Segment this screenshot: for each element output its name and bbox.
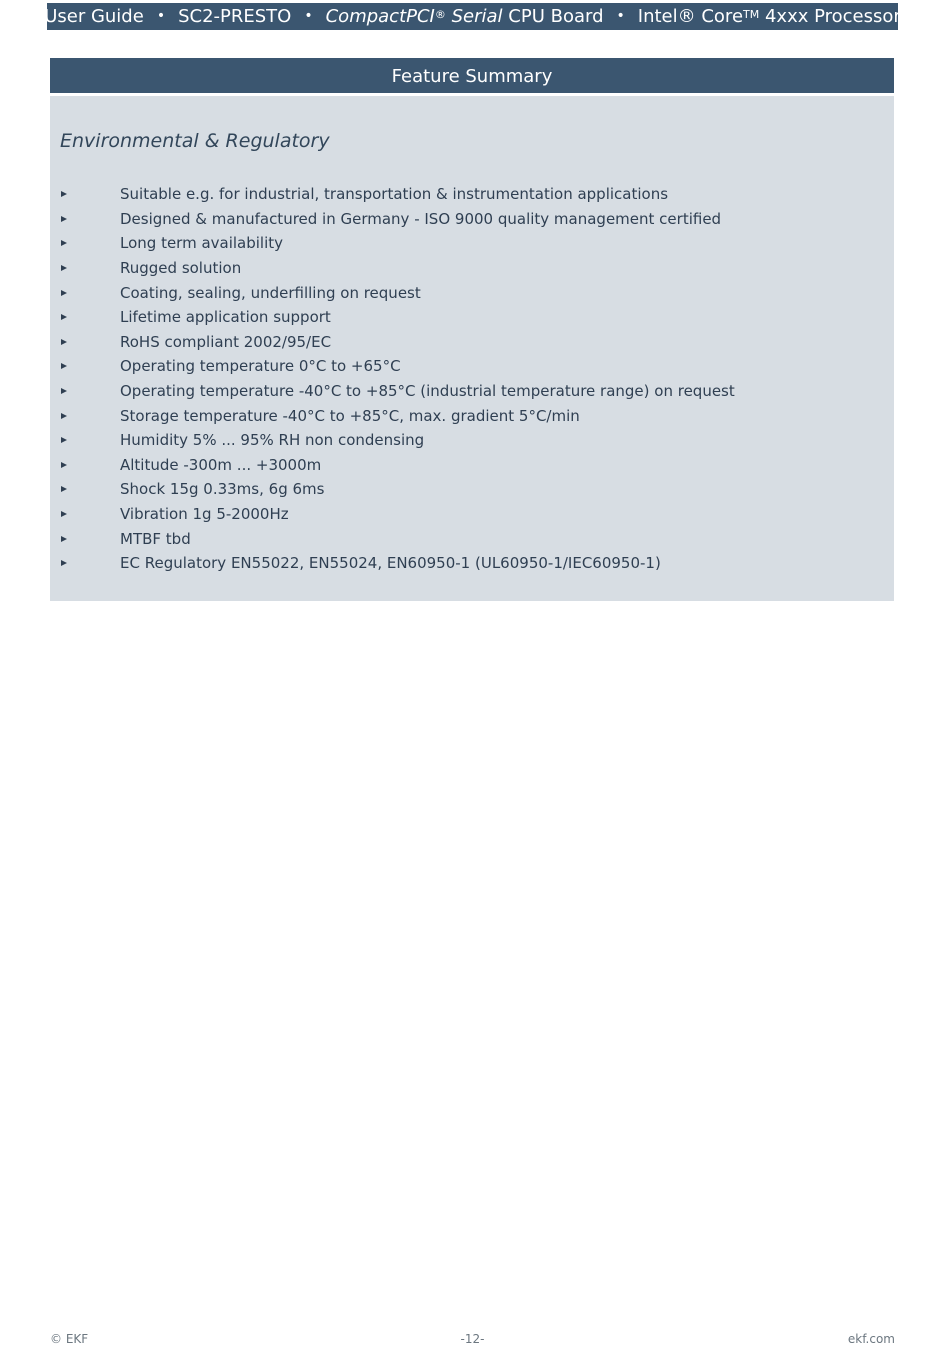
footer-page-number: -12- [460, 1332, 485, 1346]
triangle-bullet-icon [61, 339, 67, 345]
list-item [50, 231, 894, 256]
list-item-label: Humidity 5% ... 95% RH non condensing [120, 431, 425, 450]
list-item [50, 551, 894, 576]
list-item [50, 403, 894, 428]
header-processor-suffix: 4xxx Processor [764, 6, 901, 27]
list-item-label: Shock 15g 0.33ms, 6g 6ms [120, 480, 325, 499]
list-item [50, 182, 894, 207]
list-item-label: Coating, sealing, underfilling on request [120, 283, 421, 302]
list-item [50, 502, 894, 527]
header-product: SC2-PRESTO [178, 6, 292, 27]
list-item-label: Altitude -300m ... +3000m [120, 455, 322, 474]
header-separator: • [304, 8, 313, 24]
header-processor-prefix: Intel® Core [637, 6, 744, 27]
triangle-bullet-icon [61, 191, 67, 197]
header-serial: Serial [451, 6, 503, 27]
list-item-label: Long term availability [120, 234, 284, 253]
list-item-label: Suitable e.g. for industrial, transportation & instrumentation applications [120, 185, 669, 204]
header-brand: CompactPCI [325, 6, 435, 27]
list-item-label: MTBF tbd [120, 529, 191, 548]
list-item [50, 428, 894, 453]
header-board: CPU Board [508, 6, 604, 27]
triangle-bullet-icon [61, 486, 67, 492]
list-item-label: Operating temperature -40°C to +85°C (industrial temperature range) on request [120, 382, 735, 401]
header-doc-type: User Guide [44, 6, 144, 27]
triangle-bullet-icon [61, 388, 67, 394]
list-item-label: RoHS compliant 2002/95/EC [120, 332, 332, 351]
list-item-label: Vibration 1g 5-2000Hz [120, 505, 289, 524]
footer-copyright: © EKF [50, 1332, 89, 1346]
triangle-bullet-icon [61, 265, 67, 271]
triangle-bullet-icon [61, 363, 67, 369]
triangle-bullet-icon [61, 536, 67, 542]
list-item-label: Designed & manufactured in Germany - ISO 9000 quality management certified [120, 209, 722, 228]
header-registered-mark: ® [434, 8, 446, 21]
list-item [50, 379, 894, 404]
list-item-label: Storage temperature -40°C to +85°C, max. gradient 5°C/min [120, 406, 580, 425]
triangle-bullet-icon [61, 437, 67, 443]
list-item [50, 280, 894, 305]
triangle-bullet-icon [61, 560, 67, 566]
footer-website: ekf.com [847, 1332, 895, 1346]
triangle-bullet-icon [61, 290, 67, 296]
page-footer [50, 1332, 895, 1350]
triangle-bullet-icon [61, 216, 67, 222]
list-item [50, 354, 894, 379]
triangle-bullet-icon [61, 413, 67, 419]
triangle-bullet-icon [61, 462, 67, 468]
header-trademark: TM [743, 8, 760, 21]
triangle-bullet-icon [61, 511, 67, 517]
list-item [50, 305, 894, 330]
running-header [44, 3, 901, 30]
list-item [50, 477, 894, 502]
list-item-label: Rugged solution [120, 259, 242, 278]
list-item [50, 330, 894, 355]
feature-summary-panel [50, 58, 894, 601]
list-item [50, 207, 894, 232]
list-item-label: Operating temperature 0°C to +65°C [120, 357, 401, 376]
feature-list [50, 182, 894, 576]
list-item-label: EC Regulatory EN55022, EN55024, EN60950-1 (UL60950-1/IEC60950-1) [120, 554, 661, 573]
list-item [50, 526, 894, 551]
list-item [50, 453, 894, 478]
triangle-bullet-icon [61, 314, 67, 320]
list-item-label: Lifetime application support [120, 308, 331, 327]
header-separator: • [616, 8, 625, 24]
triangle-bullet-icon [61, 240, 67, 246]
header-separator: • [156, 8, 166, 24]
section-heading: Environmental & Regulatory [60, 130, 330, 152]
list-item [50, 256, 894, 281]
panel-title: Feature Summary [50, 58, 894, 96]
